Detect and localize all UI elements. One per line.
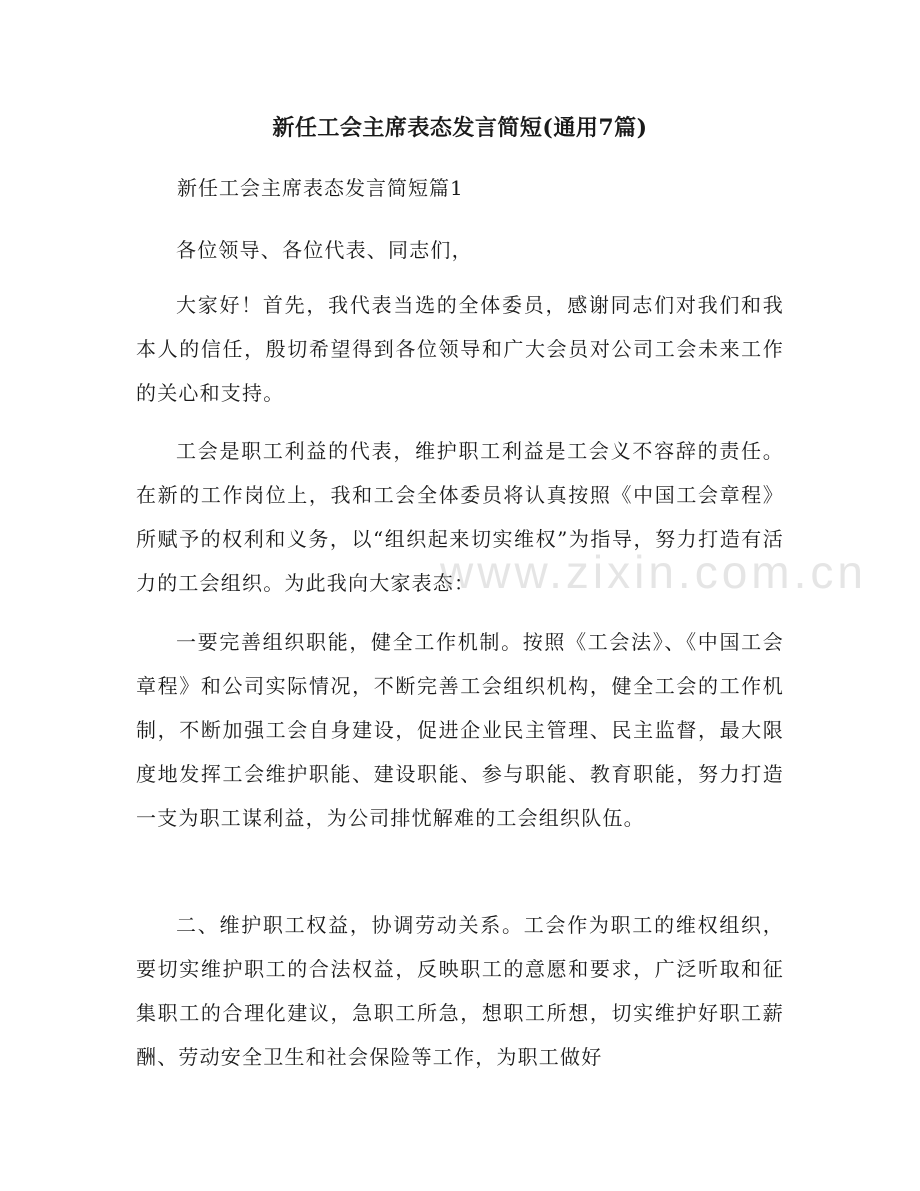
paragraph-1 bbox=[136, 283, 784, 415]
greeting-text: 各位领导、各位代表、同志们， bbox=[176, 238, 473, 262]
paragraph-3 bbox=[136, 620, 784, 840]
paragraph-text: 工会是职工利益的代表，维护职工利益是工会义不容辞的责任。在新的工作岗位上，我和工会全体委员将认真按照《中国工会章程》所赋予的权利和义务，以“组织起来切实维权”为指导，努力打造有活力的工会组织。为此我向大家表态： bbox=[136, 439, 784, 595]
paragraph-text: 二、维护职工权益，协调劳动关系。工会作为职工的维权组织，要切实维护职工的合法权益，反映职工的意愿和要求，广泛听取和征集职工的合理化建议，急职工所急，想职工所想，切实维护好职工薪酬、劳动安全卫生和社会保险等工作，为职工做好 bbox=[136, 913, 784, 1069]
section-heading: 新任工会主席表态发言简短篇1 bbox=[177, 176, 464, 200]
watermark: www.zixin.com.cn bbox=[440, 546, 867, 598]
document-title: 新任工会主席表态发言简短(通用7篇) bbox=[272, 115, 648, 141]
paragraph-4 bbox=[136, 903, 784, 1079]
paragraph-text: 大家好！首先，我代表当选的全体委员，感谢同志们对我们和我本人的信任，殷切希望得到各位领导和广大会员对公司工会未来工作的关心和支持。 bbox=[136, 293, 784, 405]
paragraph-text: 一要完善组织职能，健全工作机制。按照《工会法》、《中国工会章程》和公司实际情况，不断完善工会组织机构，健全工会的工作机制，不断加强工会自身建设，促进企业民主管理、民主监督，最大限度地发挥工会维护职能、建设职能、参与职能、教育职能，努力打造一支为职工谋利益，为公司排忧解难的工会组织队伍。 bbox=[136, 630, 784, 830]
paragraph-2 bbox=[136, 429, 784, 605]
greeting-line bbox=[136, 228, 784, 272]
